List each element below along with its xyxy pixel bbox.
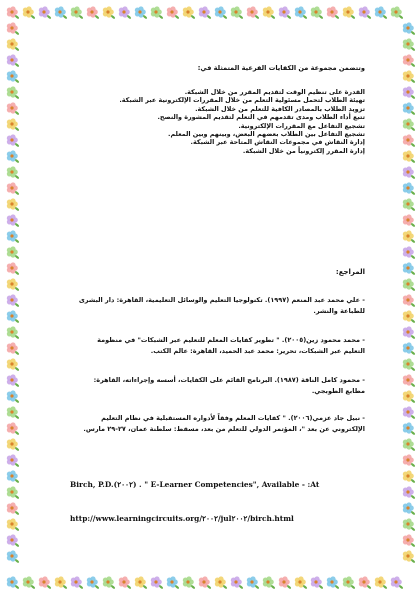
border-flower-icon (343, 576, 356, 589)
border-flower-icon (403, 134, 416, 147)
border-flower-icon (7, 454, 20, 467)
border-flower-icon (263, 6, 276, 19)
border-flower-icon (403, 342, 416, 355)
border-flower-icon (403, 182, 416, 195)
border-flower-icon (199, 6, 212, 19)
border-flower-icon (7, 502, 20, 515)
border-flower-icon (403, 86, 416, 99)
competency-item: تهيئة الطلاب لتحمل مسئولية التعلم من خلال المقررات الإلكترونية عبر الشبكة. (119, 96, 365, 105)
border-flower-icon (7, 134, 20, 147)
border-flower-icon (87, 576, 100, 589)
border-flower-icon (403, 150, 416, 163)
border-flower-icon (7, 70, 20, 83)
border-flower-icon (55, 6, 68, 19)
border-flower-icon (7, 390, 20, 403)
border-flower-icon (327, 576, 340, 589)
border-flower-icon (183, 6, 196, 19)
border-flower-icon (375, 6, 388, 19)
border-flower-icon (403, 294, 416, 307)
border-flower-icon (403, 118, 416, 131)
border-flower-icon (7, 534, 20, 547)
border-flower-icon (7, 86, 20, 99)
border-flower-icon (403, 438, 416, 451)
border-flower-icon (7, 118, 20, 131)
border-flower-icon (7, 38, 20, 51)
border-flower-icon (87, 6, 100, 19)
border-flower-icon (403, 518, 416, 531)
border-flower-icon (343, 6, 356, 19)
border-flower-icon (215, 6, 228, 19)
border-flower-icon (403, 326, 416, 339)
border-flower-icon (391, 576, 404, 589)
border-flower-icon (135, 6, 148, 19)
border-flower-icon (403, 390, 416, 403)
border-flower-icon (403, 358, 416, 371)
border-flower-icon (215, 576, 228, 589)
border-flower-icon (403, 262, 416, 275)
border-flower-icon (279, 6, 292, 19)
border-flower-icon (55, 576, 68, 589)
border-flower-icon (403, 102, 416, 115)
border-flower-icon (119, 6, 132, 19)
competency-item: تشجيع التفاعل بين الطلاب بعضهم البعض، وبينهم وبين المعلم. (168, 130, 365, 139)
border-flower-icon (7, 150, 20, 163)
reference-item: - محمود كامل الناقة (١٩٨٧). البرنامج القائم على الكفايات، أسسه وإجراءاته، القاهرة: مطابع الطوبجي. (93, 376, 365, 395)
border-flower-icon (391, 6, 404, 19)
border-flower-icon (279, 576, 292, 589)
border-flower-icon (403, 486, 416, 499)
border-flower-icon (71, 576, 84, 589)
border-flower-icon (403, 214, 416, 227)
reference-url[interactable]: http://www.learningcircuits.org/٢٠٠٢/jul٢٠٠٢/birch.html (70, 514, 294, 523)
border-flower-icon (39, 6, 52, 19)
border-flower-icon (7, 518, 20, 531)
border-flower-icon (7, 438, 20, 451)
border-flower-icon (247, 6, 260, 19)
border-flower-icon (375, 576, 388, 589)
border-flower-icon (403, 310, 416, 323)
border-flower-icon (23, 6, 36, 19)
competency-list (119, 88, 365, 155)
border-flower-icon (151, 576, 164, 589)
reference-item: - نبيل جاد عزمي(٢٠٠٦). " كفايات المعلم وفقاً لأدواره المستقبلية في نظام التعليم الإلكتروني عن بعد "، المؤتمر الدولي للتعلم من بعد، مسقط: سلطنة عمان، ٢٧-٢٩ مارس. (83, 414, 365, 433)
border-flower-icon (7, 486, 20, 499)
border-flower-icon (247, 576, 260, 589)
border-flower-icon (7, 326, 20, 339)
border-flower-icon (403, 550, 416, 563)
border-flower-icon (327, 6, 340, 19)
border-flower-icon (403, 246, 416, 259)
competency-item: تتبع أداء الطلاب ومدى تقدمهم في التعلم لتقديم المشورة والنصح. (157, 113, 365, 122)
border-flower-icon (7, 182, 20, 195)
border-flower-icon (403, 278, 416, 291)
border-flower-icon (167, 6, 180, 19)
border-flower-icon (295, 576, 308, 589)
border-flower-icon (403, 422, 416, 435)
competency-item: تشجيع التفاعل مع المقررات الإلكترونية. (238, 121, 365, 130)
border-flower-icon (7, 22, 20, 35)
border-flower-icon (119, 576, 132, 589)
competency-item: تزويد الطلاب بالمصادر الكافية للتعلم من خلال الشبكة. (195, 104, 365, 113)
border-flower-icon (103, 6, 116, 19)
border-flower-icon (7, 342, 20, 355)
border-flower-icon (183, 576, 196, 589)
border-flower-icon (151, 6, 164, 19)
border-flower-icon (231, 576, 244, 589)
border-flower-icon (135, 576, 148, 589)
border-flower-icon (403, 406, 416, 419)
border-flower-icon (403, 230, 416, 243)
border-flower-icon (7, 198, 20, 211)
border-flower-icon (295, 6, 308, 19)
border-flower-icon (7, 550, 20, 563)
border-flower-icon (103, 576, 116, 589)
border-flower-icon (7, 470, 20, 483)
border-flower-icon (403, 22, 416, 35)
english-reference: Birch, P.D.(٢٠٠٢) . " E-Learner Competencies", Available - :At (70, 480, 320, 489)
border-flower-icon (359, 6, 372, 19)
border-flower-icon (403, 470, 416, 483)
border-flower-icon (403, 502, 416, 515)
border-flower-icon (403, 70, 416, 83)
border-flower-icon (359, 576, 372, 589)
border-flower-icon (403, 198, 416, 211)
border-flower-icon (7, 214, 20, 227)
border-flower-icon (403, 534, 416, 547)
border-flower-icon (167, 576, 180, 589)
border-flower-icon (39, 576, 52, 589)
border-flower-icon (7, 262, 20, 275)
border-flower-icon (7, 422, 20, 435)
border-flower-icon (7, 294, 20, 307)
border-flower-icon (7, 230, 20, 243)
border-flower-icon (7, 166, 20, 179)
border-flower-icon (403, 54, 416, 67)
competency-item: إدارة المقرر إلكترونياً من خلال الشبكة. (242, 146, 365, 155)
border-flower-icon (231, 6, 244, 19)
border-flower-icon (7, 576, 20, 589)
border-flower-icon (403, 454, 416, 467)
border-flower-icon (7, 6, 20, 19)
border-flower-icon (7, 310, 20, 323)
references-heading: المراجع: (335, 268, 365, 276)
border-flower-icon (7, 374, 20, 387)
border-flower-icon (71, 6, 84, 19)
reference-item: - محمد محمود زين(٢٠٠٥). " تطوير كفايات المعلم للتعليم عبر الشبكات" في منظومة التعليم عبر الشبكات، تحرير: محمد عبد الحميد، القاهرة: عالم الكتب. (97, 336, 365, 355)
border-flower-icon (7, 278, 20, 291)
border-flower-icon (263, 576, 276, 589)
border-flower-icon (23, 576, 36, 589)
border-flower-icon (7, 102, 20, 115)
border-flower-icon (403, 38, 416, 51)
competency-item: إدارة النقاش في مجموعات النقاش المتاحة عبر الشبكة. (190, 138, 365, 147)
border-flower-icon (7, 406, 20, 419)
competency-item: القدرة على تنظيم الوقت لتقديم المقرر من خلال الشبكة. (184, 88, 365, 96)
border-flower-icon (7, 246, 20, 259)
border-flower-icon (403, 374, 416, 387)
intro-text: وتتضمن مجموعة من الكفايات الفرعية المتمثلة في: (197, 64, 365, 72)
border-flower-icon (311, 576, 324, 589)
border-flower-icon (311, 6, 324, 19)
document-page (70, 48, 365, 548)
border-flower-icon (403, 166, 416, 179)
border-flower-icon (7, 54, 20, 67)
reference-item: - علي محمد عبد المنعم (١٩٩٧). تكنولوجيا التعليم والوسائل التعليمية، القاهرة: دار البشرى للطباعة والنشر. (78, 296, 365, 315)
border-flower-icon (199, 576, 212, 589)
border-flower-icon (7, 358, 20, 371)
